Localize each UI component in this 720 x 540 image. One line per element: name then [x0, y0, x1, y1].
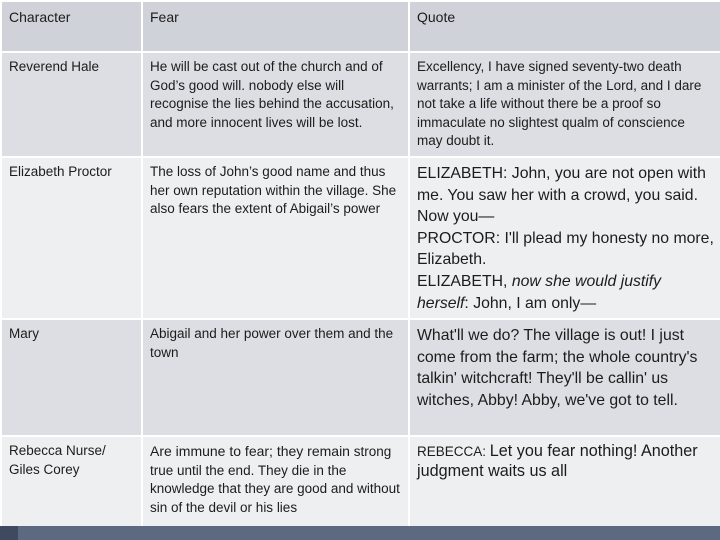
table-row — [1, 157, 720, 319]
fear-cell: He will be cast out of the church and of God’s good will. nobody else will recognise the lies behind the accusation, and more innocent lives will be lost. — [142, 52, 409, 157]
quote-line-stage-direction — [417, 271, 714, 314]
header-quote: Quote — [409, 1, 720, 52]
fear-lead-text: Are immune to fear; they remain — [150, 443, 350, 460]
quote-line-elizabeth: ELIZABETH: John, you are not open with me. You saw her with a crowd, you said. Now you— — [417, 165, 706, 226]
table-row — [1, 319, 720, 436]
fear-rest-text: strong true until the end. They die in the knowledge that they are good and without sin of the devil or his lies — [150, 444, 400, 515]
header-character: Character — [1, 1, 142, 52]
quote-text: Let you fear nothing! Another judgment waits us all — [417, 442, 698, 480]
header-fear: Fear — [142, 1, 409, 52]
fear-cell — [142, 436, 409, 536]
footer-accent — [0, 526, 18, 540]
character-cell: Reverend Hale — [1, 52, 142, 157]
fear-cell: The loss of John’s good name and thus her own reputation within the village. She also fears the extent of Abigail’s power — [142, 157, 409, 319]
fear-cell: Abigail and her power over them and the town — [142, 319, 409, 436]
quote-speaker: ELIZABETH, — [417, 272, 512, 290]
quote-cell — [409, 157, 720, 319]
quote-cell: Excellency, I have signed seventy-two death warrants; I am a minister of the Lord, and I dare not take a life without there be a proof so immaculate no slightest qualm of conscience may doubt it. — [409, 52, 720, 157]
quote-text: : John, I am only— — [464, 294, 597, 312]
table-header-row — [1, 1, 720, 52]
stage-direction: now she would justify herself — [417, 272, 662, 312]
quote-line-proctor: PROCTOR: I'll plead my honesty no more, Elizabeth. — [417, 229, 714, 269]
quote-cell: What'll we do? The village is out! I just come from the farm; the whole country's talkin' witchcraft! They'll be callin' us witches, Abby! Abby, we've got to tell. — [409, 319, 720, 436]
character-cell: Rebecca Nurse/ Giles Corey — [1, 436, 142, 536]
table-row — [1, 52, 720, 157]
character-cell: Elizabeth Proctor — [1, 157, 142, 319]
footer-bar — [0, 526, 720, 540]
quote-cell — [409, 436, 720, 536]
quote-speaker: REBECCA: — [417, 444, 490, 460]
character-cell: Mary — [1, 319, 142, 436]
table-row — [1, 436, 720, 536]
